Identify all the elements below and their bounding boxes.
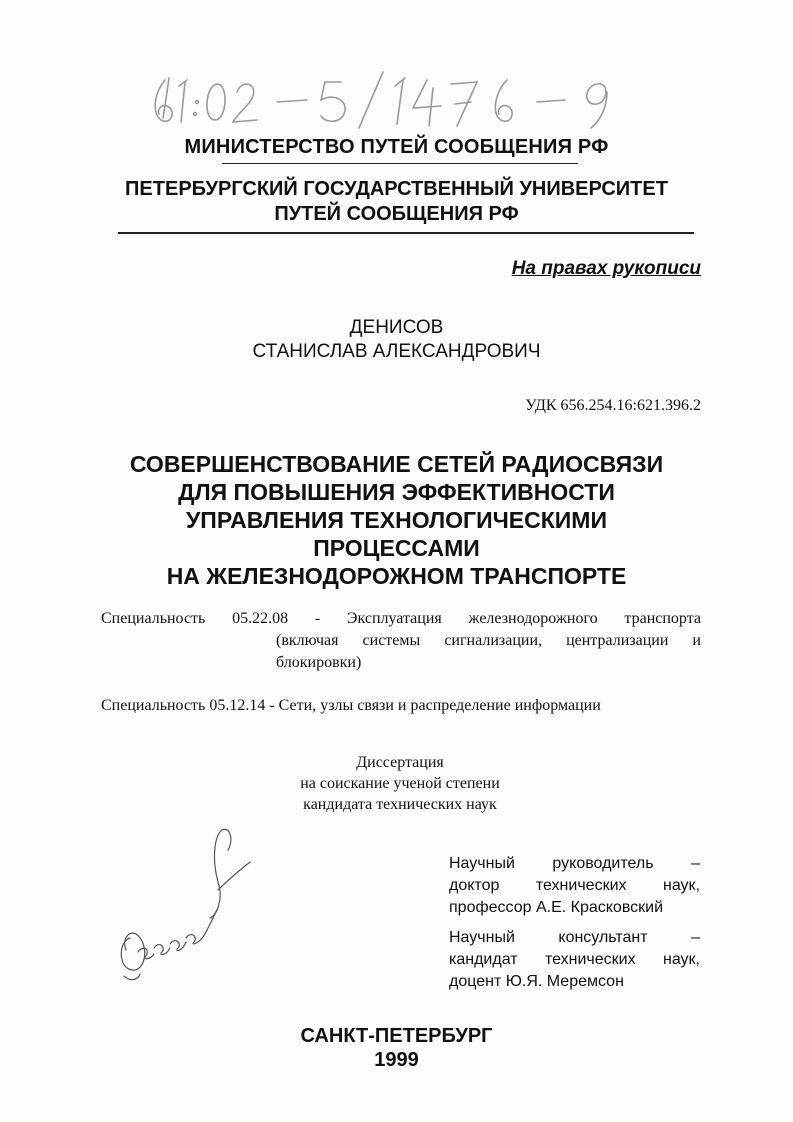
consultant-line3: доцент Ю.Я. Меремсон xyxy=(449,973,624,990)
title-line: УПРАВЛЕНИЯ ТЕХНОЛОГИЧЕСКИМИ xyxy=(186,507,607,533)
university-heading xyxy=(0,177,793,227)
specialty-primary-line2: (включая системы сигнализации, централизации и xyxy=(276,632,701,649)
supervisor-line1: Научный руководитель – xyxy=(449,855,700,872)
city: САНКТ-ПЕТЕРБУРГ xyxy=(300,1025,493,1047)
university-heading-line1: ПЕТЕРБУРГСКИЙ ГОСУДАРСТВЕННЫЙ УНИВЕРСИТЕТ xyxy=(125,178,668,200)
degree-line: на соискание ученой степени xyxy=(300,775,500,792)
consultant-line1: Научный консультант – xyxy=(449,929,700,946)
specialty-primary-line3: блокировки) xyxy=(276,654,362,671)
title-line: ПРОЦЕССАМИ xyxy=(313,535,480,561)
udc-code: УДК 656.254.16:621.396.2 xyxy=(525,397,701,414)
handwritten-archive-code-drawing xyxy=(145,62,625,134)
author-name xyxy=(0,316,793,364)
handwritten-archive-code xyxy=(145,62,625,134)
university-heading-line2: ПУТЕЙ СООБЩЕНИЯ РФ xyxy=(274,203,519,225)
title-line: НА ЖЕЛЕЗНОДОРОЖНОМ ТРАНСПОРТЕ xyxy=(166,563,627,589)
title-line: ДЛЯ ПОВЫШЕНИЯ ЭФФЕКТИВНОСТИ xyxy=(178,479,615,505)
title-line: СОВЕРШЕНСТВОВАНИЕ СЕТЕЙ РАДИОСВЯЗИ xyxy=(129,451,664,477)
supervisor-line3: профессор А.Е. Красковский xyxy=(449,899,664,916)
degree-line: Диссертация xyxy=(356,754,444,771)
manuscript-rights-note: На правах рукописи xyxy=(511,258,701,279)
year: 1999 xyxy=(374,1049,419,1071)
author-given-names: СТАНИСЛАВ АЛЕКСАНДРОВИЧ xyxy=(252,341,541,362)
dissertation-title xyxy=(0,450,793,590)
supervisor-line2: доктор технических наук, xyxy=(449,877,700,894)
degree-line: кандидата технических наук xyxy=(303,796,497,813)
scientific-supervisor xyxy=(449,853,700,919)
specialty-primary-line1: Специальность 05.22.08 - Эксплуатация железнодорожного транспорта xyxy=(101,610,701,627)
specialty-secondary: Специальность 05.12.14 - Сети, узлы связи и распределение информации xyxy=(101,697,601,714)
ministry-heading: МИНИСТЕРСТВО ПУТЕЙ СООБЩЕНИЯ РФ xyxy=(184,136,609,158)
degree-statement xyxy=(200,752,600,815)
author-surname: ДЕНИСОВ xyxy=(349,317,444,338)
handwritten-signature xyxy=(110,820,260,990)
consultant-line2: кандидат технических наук, xyxy=(449,951,700,968)
place-and-year xyxy=(0,1024,793,1072)
header-divider xyxy=(118,232,694,234)
handwritten-signature-drawing xyxy=(110,820,260,990)
specialty-primary xyxy=(101,608,701,674)
ministry-divider xyxy=(222,163,578,164)
scientific-consultant xyxy=(449,927,700,993)
